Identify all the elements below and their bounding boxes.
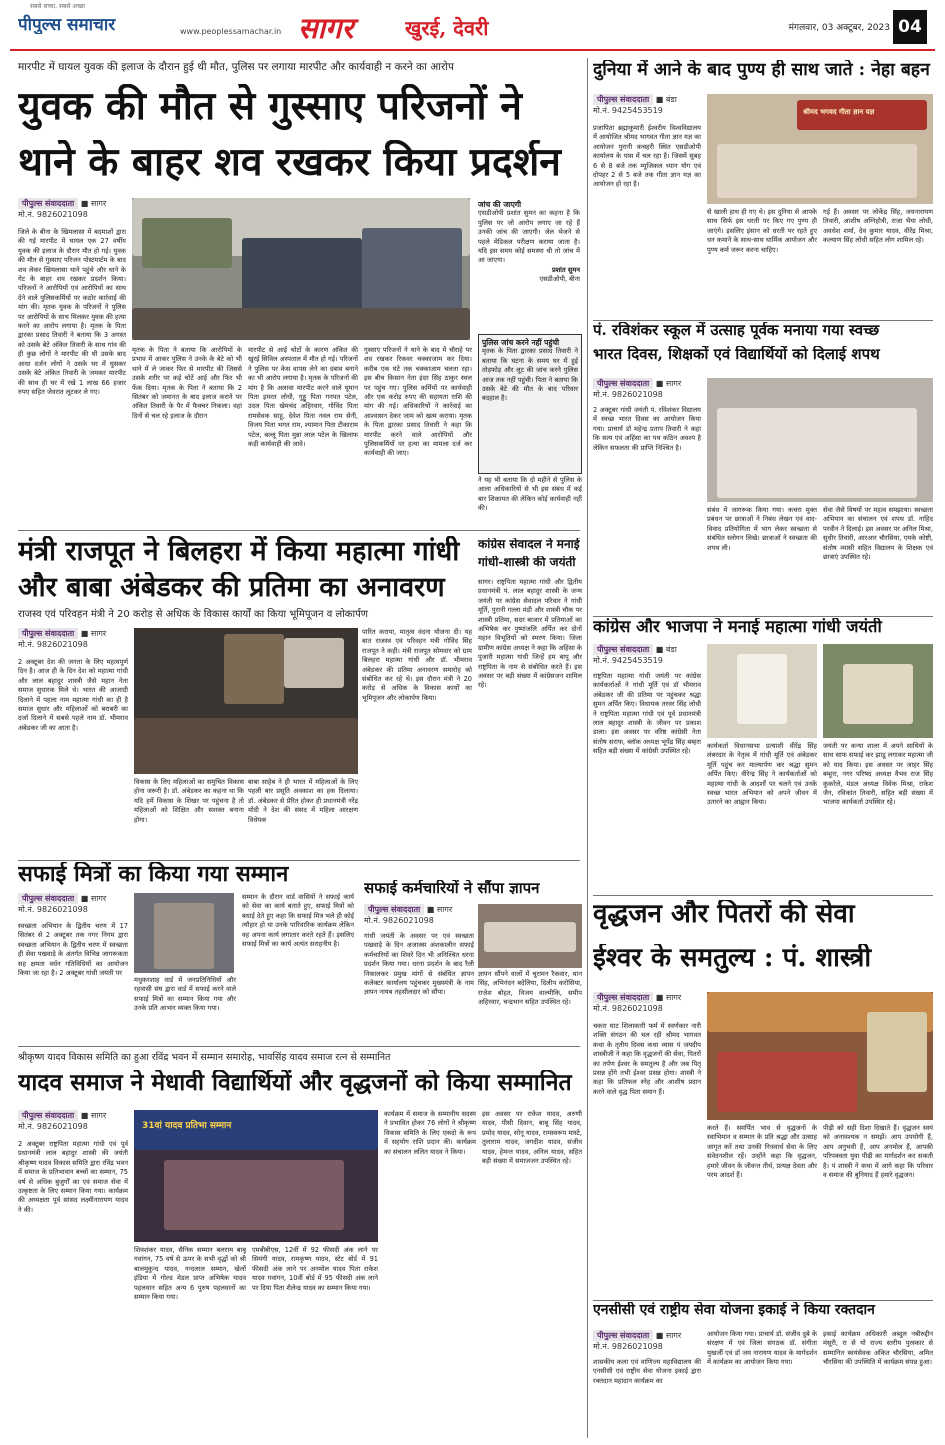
divider-2 — [18, 860, 580, 861]
bjp-byline: पीपुल्स संवाददाता ■ बंडा मो.नं. 9425453519 — [593, 645, 677, 665]
masthead-date: मंगलवार, 03 अक्टूबर, 2023 — [788, 23, 890, 33]
shastri-col-3: पीढ़ी को सही दिशा दिखाते हैं। वृद्धजन स्वयं को अनावश्यक न समझें। आप उपयोगी हैं, आप अनुभवी हैं, आप अनमोल हैं, आपकी परिपक्वता युवा पीढ़ी का मार्गदर्शन कर सकती है। पं शास्त्री ने कथा में आगे कहा कि परिवार व समाज की बुनियाद हैं हमारे वृद्धजन। — [823, 1124, 933, 1180]
lead-box — [478, 334, 582, 474]
divider-1 — [18, 530, 580, 531]
congress-headline-1: कांग्रेस सेवादल ने मनाई — [478, 538, 580, 551]
school-byline: पीपुल्स संवाददाता ■ सागर मो.नं. 9826021098 — [593, 379, 682, 399]
bjp-col-3: जयंती पर कन्या शाला में अपने साथियों के साथ साफ सफाई कर झाडू लगाकर महात्मा जी को याद किया। इस अवसर पर जाहर सिंह बम्हूरा, नगर परिषद अध्यक्ष वैभव राज सिंह कुकरेले, मंडल अध्यक्ष विवेक मिश्रा, राकेश जैन, रविकांत तिवारी, सहित बड़ी संख्या में भाजपा कार्यकर्ता उपस्थित रहे। — [823, 742, 933, 807]
statue-headline-1: मंत्री राजपूत ने बिलहरा में किया महात्मा गांधी — [18, 536, 460, 567]
divider-r2 — [593, 616, 933, 617]
yadav-col-3: एमबीबीएस, 12वीं में 92 फीसदी अंक लाने पर सिमंगी यादव, रामकृष्ण यादव, स्टेट बोर्ड में 91 फीसदी अंक लाने पर अनमोल यादव पिता राकेश यादव गवांगन, 10वीं बोर्ड में 95 फीसदी अंक लाने पर दिया पिता शैलेन्द्र यादव का सम्मान किया गया। — [252, 1246, 378, 1292]
safai-photo — [134, 893, 234, 973]
lead-sidebar — [478, 200, 580, 320]
bjp-col-1: राष्ट्रपिता महात्मा गांधी जयंती पर कांग्रेस कार्यकर्ताओं ने गांधी मूर्ति एवं डॉ भीमराव अंबेडकर जी की प्रतिमा पर पहुंचकर श्रद्धा सुमन अर्पित किए। विधायक तरवर सिंह लोधी ने राष्ट्रपिता महात्मा गांधी एवं पूर्व प्रधानमंत्री लाल बहादुर शास्त्री के जीवन पर प्रकाश डाला। इस अवसर पर वरिष्ठ कांग्रेसी नेता संतोष सराफ, ब्लॉक अध्यक्ष भूपेंद्र सिंह बम्हरा सहित बड़ी संख्या में कांग्रेसी उपस्थित रहे। — [593, 672, 701, 756]
lead-col-3: मारपीट से आई चोटों के कारण अंकित की खुरई सिविल अस्पताल में मौत हो गई। परिजनों ने पुलिस पर केस वापस लेने का दबाव बनाने का भी आरोप लगाया है। मृतक के परिजनों की मांग है कि अलावा मारपीट करने वाले घूमान पिता इमरत लोधी, गुड्डू पिता गनपत पटेल, उदल पिता खेमचंद अहिरवार, गोविंद पिता रामसेवक साहू, देवेश पिता नवल राम सेनी, विजय पिता भगत राम, श्यामान पिता टीकाराम पटेल, बल्लू पिता मुन्ना लाल पटेल के खिलाफ कड़ी कार्यवाही की जावे। — [248, 346, 358, 449]
safai-headline: सफाई मित्रों का किया गया सम्मान — [18, 862, 289, 887]
box-title: पुलिस जांच करने नहीं पहुंची — [482, 338, 560, 347]
masthead-divider — [10, 49, 935, 51]
yadav-col-2: शिवशंकर यादव, सैनिक सम्मान बलराम बाबू गवांगन, 75 वर्ष से ऊपर के सभी वृद्धों को श्री बालमुकुन्द यादव, नन्दलाल सम्मान, खेलों इंडिया में गोल्ड मेडल प्राप्त अभिषेक यादव पहलवान सहित अन्य 6 पुरुष पहलवानों का सम्मान किया गया। — [134, 1246, 246, 1302]
bjp-photo-1 — [707, 644, 817, 738]
school-headline-2: भारत दिवस, शिक्षकों एवं विद्यार्थियों को दिलाई शपथ — [593, 346, 880, 363]
shastri-col-1: चकरा घाट शिलाकारी फर्म में स्वर्णकार नारी शक्ति संगठन की चल रही श्रीमद भागवत कथा के तृतीय दिवस कथा व्यास पं जयदीप शास्त्रीजी ने कहा कि वृद्धजनों की सेवा, पितरों का तर्पण ईश्वर के समतुल्य है और जब पितृ प्रसन्न होंगे तभी ईश्वर प्रसन्न होगा। शास्त्री ने कहा कि प्रतिफल स्नेह और आशीष प्रदान करने वाले वृद्ध पिता समान हैं। — [593, 1022, 701, 1096]
neha-byline: पीपुल्स संवाददाता ■ बंडा मो.नं. 9425453519 — [593, 95, 677, 115]
statue-col-1: 2 अक्टूबर देश की जनता के लिए महत्वपूर्ण दिन है। आज ही के दिन देश को महात्मा गांधी और लाल बहादुर शास्त्री जैसे महान नेता समाज सुधारक मिले थे। भारत की आजादी दिलाने में पहला नाम महात्मा गांधी का ही है समाज सुधार और महिलाओं को बराबरी का दर्जा दिलाने में सबसे पहले नाम डॉ. भीमराव अंबेडकर जी का आता है। — [18, 658, 128, 732]
shastri-col-2: करते हैं। समर्पित भाव से वृद्धजनों के स्वाभिमान व सम्मान के प्रति श्रद्धा और उत्साह जागृत करें तथा उनकी निःस्वार्थ सेवा के लिए संवेदनशील रहें। उन्होंने कहा कि वृद्धजन, हमारे जीवन के जीवन्त तीर्थ, प्रत्यक्ष देवता और परम आदर्श हैं। — [707, 1124, 817, 1180]
ncc-col-3: इकाई कार्यक्रम अधिकारी अब्दुल नबीरुद्दीन मंसूरी, रा से यो राज्य स्तरीय पुरस्कार से सम्मानित स्वयंसेवक अंकित चौरसिया, अमित चौरसिया की उपस्थिति में कार्यक्रम संपन्न हुआ। — [823, 1330, 933, 1367]
masthead-tagline: सबसे सच्चा, सबसे अच्छा — [30, 3, 85, 10]
safai-karmi-headline: सफाई कर्मचारियों ने सौंपा ज्ञापन — [364, 880, 540, 897]
neha-col-3: गई हैं। अवसर पर लोकेंद्र सिंह, जयनारायण तिवारी, आशीष अग्निहोत्री, राजा भैया लोधी, अवधेश शर्मा, देव कुमार यादव, वीरेंद्र मिश्रा, कल्याण सिंह लोधी सहित लोग शामिल रहे। — [823, 208, 933, 245]
masthead-logo: पीपुल्स समाचार — [18, 15, 116, 34]
bjp-photo-2 — [823, 644, 933, 738]
lead-kicker: मारपीट में घायल युवक की इलाज के दौरान हुई थी मौत, पुलिस पर लगाया मारपीट और कार्यवाही न करने का आरोप — [18, 61, 454, 73]
masthead-city: सागर — [298, 11, 354, 45]
column-divider — [587, 58, 588, 1438]
divider-3 — [18, 1046, 580, 1047]
safai-karmi-photo — [478, 904, 582, 968]
sidebar-name: प्रशांत सुमन — [551, 265, 580, 274]
school-photo — [707, 378, 933, 502]
yadav-photo — [134, 1110, 378, 1242]
masthead-website: www.peoplessamachar.in — [180, 27, 282, 36]
statue-col-3: बाबा साहेब ने ही भारत में महिलाओं के लिए पहली बार प्रसूति अवकाश का हक दिलाया। डॉ. अंबेडकर से प्रेरित होकर ही प्रधानमंत्री नरेंद्र मोदी ने देश की संसद में महिला आरक्षण विधेयक — [248, 778, 358, 824]
lead-byline: पीपुल्स संवाददाता ■ सागर मो.नं. 9826021098 — [18, 199, 107, 219]
yadav-headline: यादव समाज ने मेधावी विद्यार्थियों और वृद्धजनों को किया सम्मानित — [18, 1070, 572, 1096]
statue-kicker: राजस्व एवं परिवहन मंत्री ने 20 करोड़ से अधिक के विकास कार्यों का किया भूमिपूजन व लोकार्पण — [18, 609, 368, 620]
lead-col-2: मृतक के पिता ने बताया कि आरोपियों के प्रभाव में आकर पुलिस ने उनके के बेटे को भी थाने में ले जाकर फिर से मारपीट की जिससे उसके शरीर पर कई चोटें आई और फिर भी फेंक दिया। मृतक के पिता ने बताया कि 2 सितंबर को जमानत के बाद इलाज कराने पर अंकित तिवारी के पैर में फैक्चर निकला। वहां दिनों से चल रहे इलाज के दौरान — [132, 346, 242, 420]
school-col-1: 2 अक्टूबर गांधी जयंती पं. रविशंकर विद्यालय में स्वच्छ भारत दिवस का आयोजन किया गया। प्राचार्य डॉ महेन्द्र प्रताप तिवारी ने कहा कि सत्य एवं अहिंसा का पथ कठिन अवश्य है लेकिन सफलता की प्राप्ति निश्चित है। — [593, 406, 701, 452]
lead-headline-1: युवक की मौत से गुस्साए परिजनों ने — [18, 84, 522, 129]
sidebar-title: जांच की जाएगी — [478, 200, 522, 209]
bjp-col-2: कार्यकर्ता विधानसभा प्रत्याशी वीरेंद्र सिंह लंबरदार के नेतृत्व में गांधी मूर्ति एवं अंबेडकर मूर्ति पहुंच कर माल्यार्पण कर श्रद्धा सुमन अर्पित किए। वीरेन्द्र सिंह ने कार्यकर्ताओं को महात्मा गांधी के आदर्शों पर चलने एवं उनके स्वच्छ भारत अभियान को अपने जीवन में उतारने का आह्वान किया। — [707, 742, 817, 807]
lead-box-more: ने यह भी बताया कि दो महीने से पुलिस के आला अधिकारियों से भी इस संबंध में कई बार शिकायत की लेकिन कोई कार्यवाही नहीं की। — [478, 476, 582, 513]
safai-col-1: स्वच्छता अभियान के द्वितीय चरण में 17 सितंबर से 2 अक्टूबर तक नगर निगम द्वारा स्वच्छता अभियान के द्वितीय चरण में स्वच्छता ही सेवा पखवाड़े के अंतर्गत विभिन्न जागरूकता सह क्षमता वर्धन गतिविधियों का आयोजन किया जा रहा है। 2 अक्टूबर गांधी जयंती पर — [18, 922, 128, 978]
yadav-kicker: श्रीकृष्ण यादव विकास समिति का हुआ रविंद्र भवन में सम्मान समारोह, भावसिंह यादव समाज रत्न से सम्मानित — [18, 1052, 391, 1063]
divider-r4 — [593, 1300, 933, 1301]
lead-photo — [132, 198, 470, 340]
safai-karmi-text-2: ज्ञापन सौंपने वालों में चूरामन रैकवार, थान सिंह, अभिनंदन बदेलिया, दिलीप करोसिया, राजेश बोहत, विजय वाल्मीकि, समीप अहिरवार, चन्द्रभान सहित उपस्थित रहे। — [478, 970, 582, 1007]
yadav-banner: 31वां यादव प्रतिभा सम्मान — [142, 1121, 232, 1131]
bjp-headline: कांग्रेस और भाजपा ने मनाई महात्मा गांधी जयंती — [593, 618, 882, 636]
page-number: 04 — [893, 10, 927, 44]
statue-col-4: पारित कराया, मातृत्व वंदना योजना दी। यह बात राजस्व एवं परिवहन मंत्री गोविंद सिंह राजपूत ने कही। मंत्री राजपूत सोमवार को ग्राम बिलहरा महात्मा गांधी और डॉ. भीमराव अंबेडकर की प्रतिमा अनावरण समारोह को संबोधित कर रहे थे। इस दौरान मंत्री ने 20 करोड़ से अधिक के विकास कार्यों का भूमिपूजन और लोकार्पण किया। — [362, 628, 472, 702]
statue-headline-2: और बाबा अंबेडकर की प्रतिमा का अनावरण — [18, 572, 445, 603]
divider-r3 — [593, 895, 933, 896]
ncc-col-1: शासकीय कला एवं वाणिज्य महाविद्यालय की एनसीसी एवं राष्ट्रीय सेवा योजना इकाई द्वारा रक्तदान महादान कार्यक्रम का — [593, 1358, 701, 1385]
safai-col-2: मधुकरशाह वार्ड में जनप्रतिनिधियों और रहवासी संघ द्वारा वार्ड में सफाई करने वाले सफाई मित्रों का सम्मान किया गया और उनके प्रति आभार व्यक्त किया गया। — [134, 976, 236, 1013]
ncc-headline: एनसीसी एवं राष्ट्रीय सेवा योजना इकाई ने किया रक्तदान — [593, 1302, 875, 1318]
neha-banner: श्रीमद भगवद गीता ज्ञान यज्ञ — [803, 108, 875, 116]
sidebar-desig: एसडीओपी, बीना — [539, 275, 580, 284]
ncc-byline: पीपुल्स संवाददाता ■ सागर मो.नं. 9826021098 — [593, 1331, 682, 1351]
safai-byline: पीपुल्स संवाददाता ■ सागर मो.नं. 9826021098 — [18, 894, 107, 914]
box-text: मृतक के पिता द्वारका प्रसाद तिवारी ने बताया कि घटना के समय घर में हुई तोड़फोड़ और लूट की जांच करने पुलिस आज तक नहीं पहुंची। पिता ने बताया कि उसके बेटे की मौत के बाद परिवार बदहाल है। — [482, 347, 578, 403]
yadav-col-5: इस अवसर पर राकेश यादव, अरुणी यादव, पीसी दिवान, बाबू सिंह यादव, प्रमोद यादव, सोनू यादव, रामस्वरूप मास्टे, तुलाराम यादव, जगदीश यादव, संजीव यादव, हेमन्त यादव, अनिल यादव, सहित बड़ी संख्या में समाजजन उपस्थित रहे। — [482, 1110, 582, 1166]
shastri-byline: पीपुल्स संवाददाता ■ सागर मो.नं. 9826021098 — [593, 993, 682, 1013]
congress-headline-2: गांधी-शास्त्री की जयंती — [478, 556, 576, 569]
shastri-headline-2: ईश्वर के समतुल्य : पं. शास्त्री — [593, 944, 872, 973]
statue-col-2: विकास के लिए महिलाओं का समुचित विकास होना जरूरी है। डॉ. अंबेडकर का कहना था कि यदि हमें विकास के शिखर पर पहुंचना है तो महिलाओं को शिक्षित और सशक्त बनाना होगा। — [134, 778, 244, 824]
lead-headline-2: थाने के बाहर शव रखकर किया प्रदर्शन — [18, 140, 561, 185]
yadav-col-1: 2 अक्टूबर राष्ट्रपिता महात्मा गांधी एवं पूर्व प्रधानमंत्री लाल बहादुर शास्त्री की जयंती श्रीकृष्ण यादव विकास समिति द्वारा रविंद्र भवन में समाज के प्रतिभावान बच्चों का सम्मान, 75 वर्ष से अधिक बुजुर्गों का एवं समाज सेवा में उत्कृष्टता के लिए सम्मान किया गया। कार्यक्रम की अध्यक्षता पूर्व सांसद लक्ष्मीनारायण यादव ने की। — [18, 1140, 128, 1214]
neha-col-2: से खाली हाथ ही गए थे। इस दुनिया से आपके साथ सिर्फ इस धरती पर किए गए पुण्य ही जाएंगे। इसलिए इंसान को धरती पर रहते हुए धन कमाने के साथ-साथ धार्मिक आयोजन और पुण्य कर्म जरूर करना चाहिए। — [707, 208, 817, 254]
masthead — [0, 0, 945, 52]
safai-col-3: सम्मान के दौरान वार्ड वासियों ने सफाई कार्य को सेवा का कार्य बताते हुए, सफाई मित्रों को बधाई देते हुए कहा कि सफाई मित्र भले ही कोई त्यौहार हो या उनके पारिवारिक कार्यक्रम लेकिन वह अपना कार्य लगातार करते रहते हैं। इसलिए सफाई मित्रों का कार्य अत्यंत सराहनीय है। — [242, 893, 354, 949]
lead-col-1: जिले के बीना के खिमलासा में बदमाशों द्वारा की गई मारपीट में घायल एक 27 वर्षीय युवक की इलाज के दौरान मौत हो गई। युवक की मौत से गुस्साए परिजन पोस्टमार्टम के बाद शव लेकर खिमलासा थाने पहुंचे और थाने के गेट के बाहर शव रखकर प्रदर्शन किया। परिजनों ने आरोपियों एवं आरोपियों का साथ देने वाले पुलिसकर्मियों पर कठोर कार्रवाई की मांग की। मृतक युवक के परिजनों ने पुलिस पर आरोपियों के साथ मिलकर युवक की हत्या करने का आरोप लगाया है। मृतक के पिता द्वारका प्रसाद तिवारी ने बताया कि 3 अगस्त को उसके बेटे अंकित तिवारी के साथ गांव की ही कुछ लोगों ने मारपीट की थी उसके बाद आधा दर्जन लोगों ने उसके घर में घुसकर उसके बेटे अंकित तिवारी के जमकर मारपीट की साथ ही घर में रखे 1 लाख 66 हजार रुपए सहित जेवरात लूटकर ले गए। — [18, 228, 126, 396]
masthead-subcities: खुरई, देवरी — [405, 16, 489, 40]
school-col-2: संबंध में जागरूक किया गया। कचरा मुक्त प्रबंधन पर छात्राओं ने निबंध लेखन एवं वाद-विवाद प्रतियोगिता में भाग लेकर स्वच्छता से संबंधित स्लोगन लिखे। छात्राओं ने स्वच्छता की शपथ ली। — [707, 506, 817, 552]
shastri-headline-1: वृद्धजन और पितरों की सेवा — [593, 900, 855, 929]
safai-karmi-text: गांधी जयंती के अवसर पर एवं स्वच्छता पखवाड़े के दिन अजाक्स अंशकालीन सफाई कर्मचारियों का शिवरे दिन भी अनिश्चित धरना प्रदर्शन किया गया। धरना प्रदर्शन के बाद रैली निकालकर प्रमुख मांगों से संबंधित ज्ञापन कलेक्टर कार्यालय पहुंचकर मुख्यमंत्री के नाम ज्ञापन नायब तहसीलदार को सौंपा। — [364, 932, 474, 997]
school-headline-1: पं. रविशंकर स्कूल में उत्साह पूर्वक मनाया गया स्वच्छ — [593, 322, 880, 339]
neha-headline: दुनिया में आने के बाद पुण्य ही साथ जाते : नेहा बहन — [593, 60, 930, 80]
sidebar-text: एसडीओपी प्रशांत सुमन का कहना है कि पुलिस पर जो आरोप लगाए जा रहे हैं उनकी जांच की जाएगी। जेल भेजने से पहले मेडिकल परीक्षण कराया जाता है। यदि इस समय कोई समस्या थी तो जांच में आ जाएगा। — [478, 209, 580, 265]
divider-r1 — [593, 320, 933, 321]
shastri-photo — [707, 992, 933, 1120]
yadav-col-4: कार्यक्रम में समाज के सम्मानीय सदस्य ने प्रभावित होकर 76 लोगों ने श्रीकृष्ण विकास समिति के लिए एकदो के रूप में सहयोग राशि प्रदान की। कार्यक्रम का संचालन ललित यादव ने किया। — [384, 1110, 476, 1156]
lead-col-4: गुस्साए परिजनों ने थाने के बाद में चौराहे पर शव रखकर रिकवर चक्काजाम कर दिया। करीब एक घंटे तक चक्काजाम चलता रहा। इस बीच किसान नेता इंदर सिंह ठाकुर स्थल पर पहुंच गए। पुलिस कर्मियों पर कार्यवाही और एक करोड़ रुपए की सहायता राशि की मांग की गई। अधिकारियों ने कार्रवाई का आश्वासन देकर जाम को खत्म कराया। मृतक के पिता द्वारका प्रसाद तिवारी ने कहा कि मारपीट करने वाले आरोपियों और पुलिसकर्मियों पर हत्या का मामला दर्ज कर कार्यवाही की जाए। — [364, 346, 472, 458]
yadav-byline: पीपुल्स संवाददाता ■ सागर मो.नं. 9826021098 — [18, 1111, 107, 1131]
neha-col-1: प्रजापिता ब्रह्माकुमारी ईश्वरीय विश्वविद्यालय में आयोजित श्रीमद भागवत गीता ज्ञान यज्ञ का आयोजन पुरानी कचहरी स्थित एसडीओपी कार्यालय के पास में चल रहा है। जिसमें सुबह 6 से 8 बजे तक म्यूजिकल ध्यान योग एवं दोपहर 2 से 5 बजे तक गीता ज्ञान यज्ञ का आयोजन हो रहा है। — [593, 124, 701, 189]
neha-photo — [707, 94, 933, 204]
statue-photo — [134, 628, 358, 774]
safai-karmi-byline: पीपुल्स संवाददाता ■ सागर मो.नं. 9826021098 — [364, 905, 453, 925]
ncc-col-2: आयोजन किया गया। प्राचार्य डॉ. संजीव दुबे के संरक्षण में एवं जिला संगठक डॉ. संगीता मुखर्जी एवं डॉ जय नारायण यादव के मार्गदर्शन में कार्यक्रम का आयोजन किया गया। — [707, 1330, 817, 1367]
congress-text: सागर। राष्ट्रपिता महात्मा गांधी और द्वितीय प्रधानमंत्री पं. लाल बहादुर शास्त्री के जन्म जयंती पर कांग्रेस सेवादल परिवार ने गांधी मूर्ति, पुरानी गल्ला मंडी और शास्त्री चौक पर शास्त्री प्रतिमा, सदर बाजार में प्रतिमाओं का अभिषेक कर पुष्पांजलि अर्पित कर दोनों महान विभूतियों को स्मरण किया। जिला ग्रामीण कांग्रेस अध्यक्ष ने कहा कि अहिंसा के पुजारी महात्मा गांधी जिन्हें हम बापू और राष्ट्रपिता के नाम से संबोधित करते हैं। इस अवसर पर बड़ी संख्या में कांग्रेसजन शामिल रहे। — [478, 578, 582, 690]
school-col-3: सेवा जैसे विषयों पर महत्व समझाया। स्वच्छता अभियान का संचालन एवं शपथ डॉ. नाहिद परवीन ने दिलाई। इस अवसर पर अनिल मिश्रा, सुधीर तिवारी, आरआर चौरसिया, एमके कोष्टी, संतोष व्यासी सहित विद्यालय के शिक्षक एवं छात्राएं उपस्थित रहे। — [823, 506, 933, 562]
statue-byline: पीपुल्स संवाददाता ■ सागर मो.नं. 9826021098 — [18, 629, 107, 649]
